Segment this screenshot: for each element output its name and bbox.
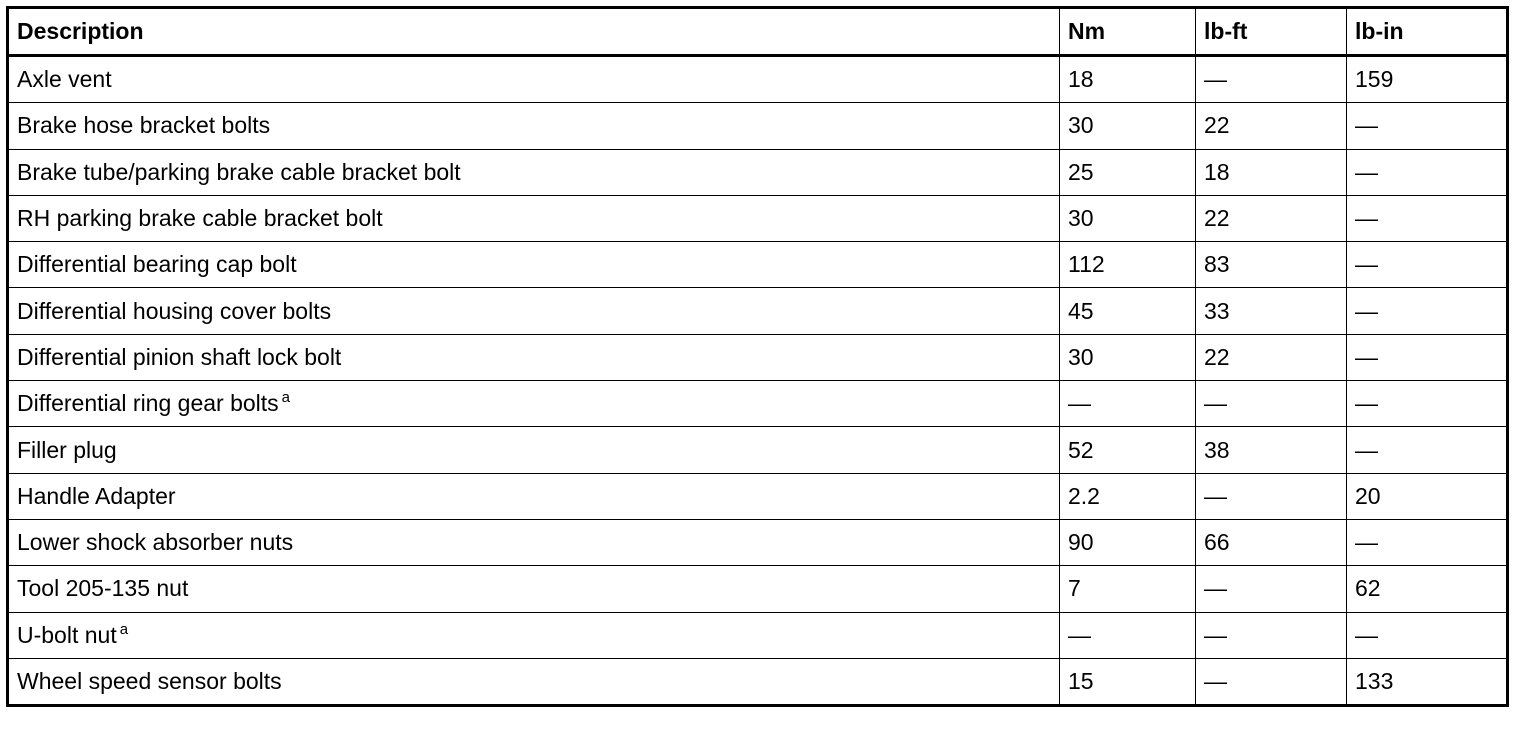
description-cell	[8, 519, 1060, 565]
lb-ft-cell: —	[1196, 566, 1347, 612]
description-cell	[8, 56, 1060, 103]
nm-cell: —	[1060, 612, 1196, 658]
header-row	[8, 8, 1508, 56]
lb-ft-cell: 83	[1196, 242, 1347, 288]
lb-in-cell: —	[1347, 149, 1508, 195]
description-cell	[8, 195, 1060, 241]
table-body	[8, 56, 1508, 706]
lb-in-cell: —	[1347, 242, 1508, 288]
lb-ft-cell: 22	[1196, 103, 1347, 149]
lb-ft-cell: —	[1196, 381, 1347, 427]
description-text: Differential pinion shaft lock bolt	[17, 343, 342, 370]
description-cell	[8, 381, 1060, 427]
nm-cell: 30	[1060, 103, 1196, 149]
table-row	[8, 473, 1508, 519]
column-header-description: Description	[8, 8, 1060, 56]
lb-ft-cell: 33	[1196, 288, 1347, 334]
description-cell	[8, 242, 1060, 288]
description-text: Differential housing cover bolts	[17, 297, 332, 324]
description-cell	[8, 427, 1060, 473]
lb-in-cell: 20	[1347, 473, 1508, 519]
lb-in-cell: —	[1347, 334, 1508, 380]
lb-ft-cell: —	[1196, 473, 1347, 519]
table-row	[8, 242, 1508, 288]
footnote-marker: a	[119, 620, 129, 638]
nm-cell: 2.2	[1060, 473, 1196, 519]
table-row	[8, 658, 1508, 705]
description-text: Differential bearing cap bolt	[17, 251, 297, 278]
nm-cell: 90	[1060, 519, 1196, 565]
nm-cell: 45	[1060, 288, 1196, 334]
table-row	[8, 195, 1508, 241]
description-cell	[8, 103, 1060, 149]
nm-cell: 30	[1060, 195, 1196, 241]
table-row	[8, 149, 1508, 195]
lb-in-cell: 159	[1347, 56, 1508, 103]
column-header-lb-in: lb-in	[1347, 8, 1508, 56]
lb-in-cell: —	[1347, 381, 1508, 427]
lb-ft-cell: 22	[1196, 334, 1347, 380]
description-cell	[8, 473, 1060, 519]
nm-cell: 30	[1060, 334, 1196, 380]
lb-ft-cell: —	[1196, 56, 1347, 103]
nm-cell: 15	[1060, 658, 1196, 705]
torque-spec-table	[6, 6, 1509, 707]
description-text: Brake tube/parking brake cable bracket bolt	[17, 158, 461, 185]
table-row	[8, 381, 1508, 427]
description-text: Tool 205-135 nut	[17, 575, 189, 602]
table-row	[8, 103, 1508, 149]
description-cell	[8, 288, 1060, 334]
description-cell	[8, 612, 1060, 658]
lb-ft-cell: —	[1196, 612, 1347, 658]
table-row	[8, 427, 1508, 473]
description-cell	[8, 149, 1060, 195]
table-row	[8, 519, 1508, 565]
column-header-lb-ft: lb-ft	[1196, 8, 1347, 56]
lb-ft-cell: 38	[1196, 427, 1347, 473]
lb-in-cell: —	[1347, 427, 1508, 473]
nm-cell: 52	[1060, 427, 1196, 473]
footnote-marker: a	[281, 389, 291, 407]
table-header	[8, 8, 1508, 56]
lb-in-cell: —	[1347, 103, 1508, 149]
description-cell	[8, 566, 1060, 612]
table-row	[8, 566, 1508, 612]
lb-in-cell: —	[1347, 612, 1508, 658]
description-cell	[8, 658, 1060, 705]
description-text: Axle vent	[17, 66, 112, 93]
lb-ft-cell: 66	[1196, 519, 1347, 565]
nm-cell: 25	[1060, 149, 1196, 195]
description-text: Handle Adapter	[17, 482, 176, 509]
description-text: Lower shock absorber nuts	[17, 529, 294, 556]
table-row	[8, 56, 1508, 103]
nm-cell: 112	[1060, 242, 1196, 288]
description-text: RH parking brake cable bracket bolt	[17, 205, 383, 232]
lb-in-cell: 62	[1347, 566, 1508, 612]
nm-cell: —	[1060, 381, 1196, 427]
description-text: Wheel speed sensor bolts	[17, 668, 282, 694]
lb-in-cell: —	[1347, 288, 1508, 334]
lb-in-cell: —	[1347, 519, 1508, 565]
nm-cell: 18	[1060, 56, 1196, 103]
nm-cell: 7	[1060, 566, 1196, 612]
description-text: U-bolt nut	[17, 621, 117, 648]
description-text: Differential ring gear bolts	[17, 390, 279, 417]
column-header-nm: Nm	[1060, 8, 1196, 56]
description-text: Brake hose bracket bolts	[17, 112, 271, 139]
lb-ft-cell: —	[1196, 658, 1347, 705]
table-row	[8, 288, 1508, 334]
lb-ft-cell: 22	[1196, 195, 1347, 241]
description-text: Filler plug	[17, 436, 117, 463]
table-row	[8, 612, 1508, 658]
lb-in-cell: 133	[1347, 658, 1508, 705]
table-row	[8, 334, 1508, 380]
lb-ft-cell: 18	[1196, 149, 1347, 195]
description-cell	[8, 334, 1060, 380]
lb-in-cell: —	[1347, 195, 1508, 241]
